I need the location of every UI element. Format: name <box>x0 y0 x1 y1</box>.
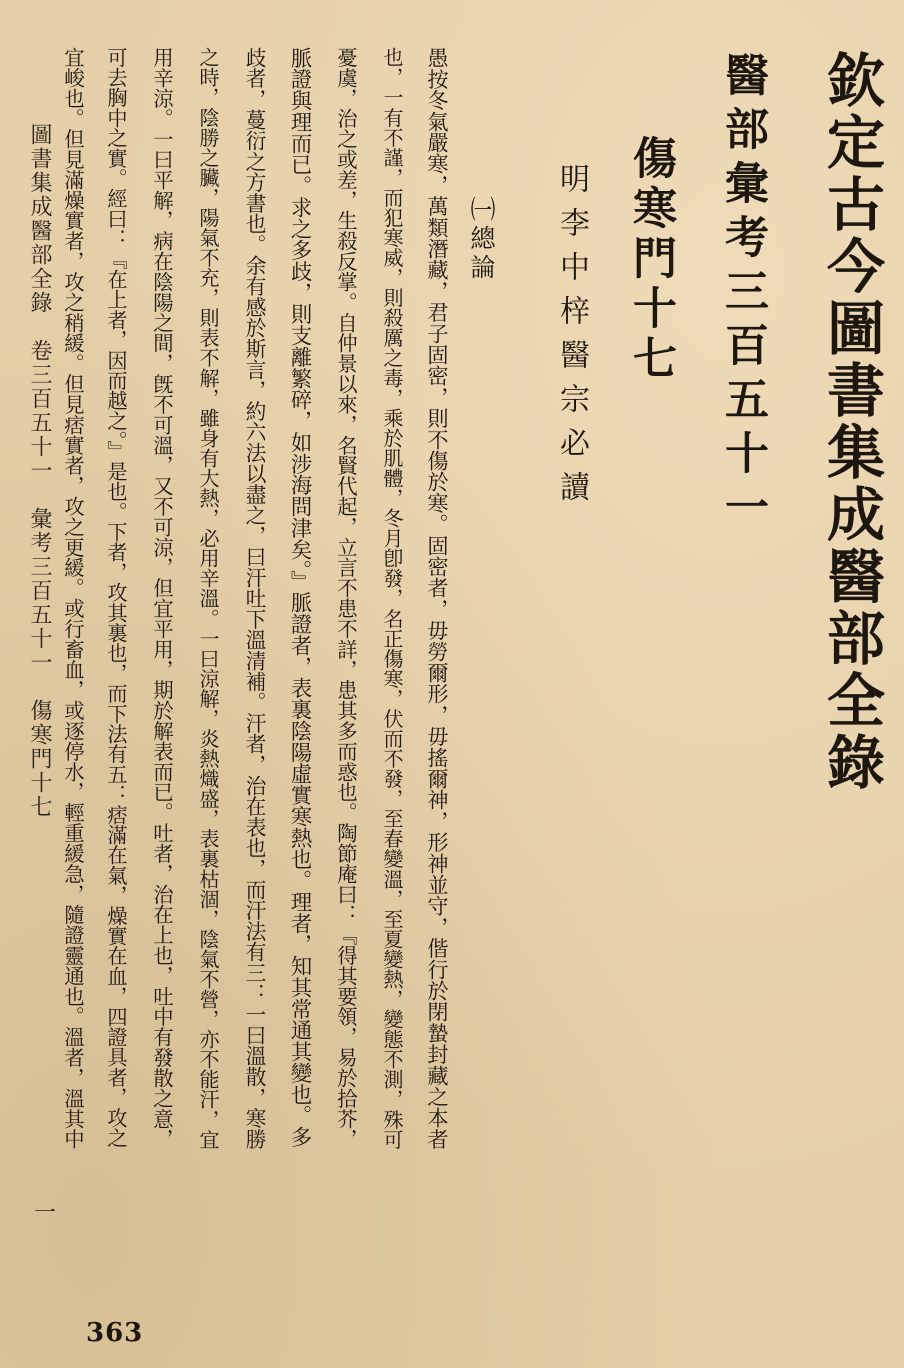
volume-title: 醫部彙考三百五十一 <box>717 52 768 538</box>
section-heading: ㈠總論 <box>467 196 496 283</box>
author-line: 明李中梓醫宗必讀 <box>554 163 589 515</box>
page-number: 363 <box>86 1318 144 1348</box>
body-line: 憂虞，治之或差，生殺反掌。自仲景以來，名賢代起，立言不患不詳，患其多而惑也。陶節庵曰：『得其要領，易於拾芥， <box>334 47 358 1150</box>
running-head: 圖書集成醫部全錄 卷三百五十一 彙考三百五十一 傷寒門十七 <box>27 123 52 819</box>
body-line: 之時，陰勝之臟，陽氣不充，則表不解，雖身有大熱，必用辛溫。一曰涼解，炎熱熾盛，表裏枯涸，陰氣不營，亦不能汗，宜 <box>196 47 220 1150</box>
body-line: 歧者，蔓衍之方書也。余有感於斯言，約六法以盡之，曰汗吐下溫清補。汗者，治在表也，而汗法有三：一曰溫散，寒勝 <box>242 47 266 1150</box>
section-title: 傷寒門十七 <box>625 135 676 385</box>
leaf-number: 一 <box>34 1201 57 1226</box>
main-title: 欽定古今圖書集成醫部全錄 <box>817 50 885 794</box>
body-line: 宜峻也。但見滿燥實者，攻之稍緩。但見痞實者，攻之更緩。或行畜血，或逐停水，輕重緩急，隨證靈通也。溫者，溫其中 <box>61 47 85 1150</box>
body-line: 愚按冬氣嚴寒，萬類潛藏，君子固密，則不傷於寒。固密者，毋勞爾形，毋搖爾神，形神並守，偕行於閉蟄封藏之本者 <box>425 47 450 1150</box>
body-line: 用辛涼。一曰平解，病在陰陽之間，旣不可溫，又不可涼，但宜平用，期於解表而已。吐者，治在上也，吐中有發散之意， <box>150 47 174 1150</box>
body-line: 脈證與理而已。求之多歧，則支離繁碎，如涉海問津矣。』脈證者，表裏陰陽虛實寒熱也。理者，知其常通其變也。多 <box>287 47 312 1148</box>
body-line: 也，一有不謹，而犯寒威，則殺厲之毒，乘於肌體，冬月卽發，名正傷寒，伏而不發，至春變溫，至夏變熱，變態不測，殊可 <box>380 47 404 1150</box>
body-line: 可去胸中之實。經曰：『在上者，因而越之。』是也。下者，攻其裏也，而下法有五：痞滿在氣，燥實在血，四證具者，攻之 <box>104 47 128 1148</box>
